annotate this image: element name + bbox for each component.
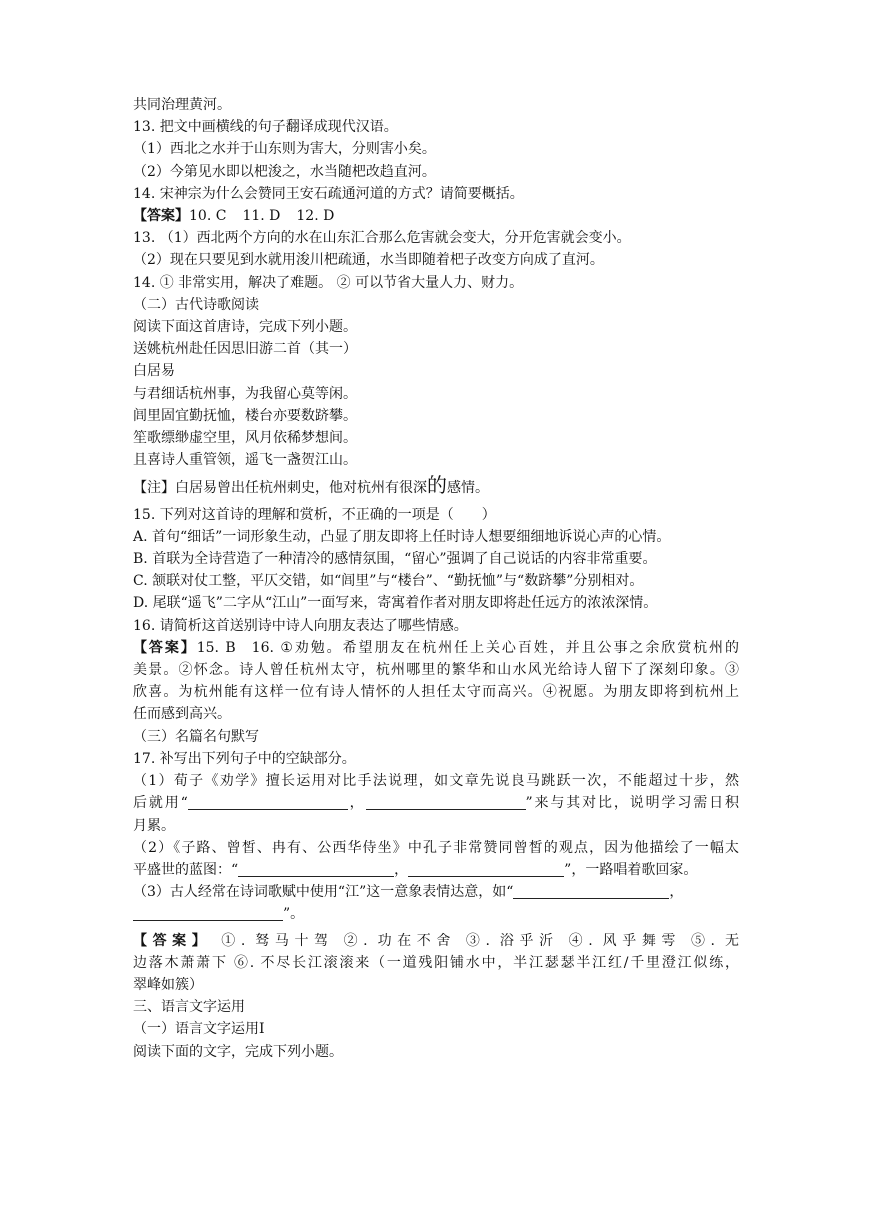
question-17-1-blanks: 后就用“ ， ”来与其对比，说明学习需日积	[133, 795, 739, 812]
section-heading-recitation: （三）名篇名句默写	[133, 728, 259, 745]
question-17-3-end: ”。	[133, 903, 739, 925]
answer-16-text: 美景。②怀念。诗人曾任杭州太守，杭州哪里的繁华和山水风光给诗人留下了深刻印象。③	[133, 662, 739, 679]
poem-note: 【注】白居易曾出任杭州刺史，他对杭州有很深的感情。	[133, 473, 489, 498]
answer-17: 【答案】 ①. 驽马十驾 ②. 功在不舍 ③. 浴乎沂 ④. 风乎舞雩 ⑤. 无	[133, 932, 739, 949]
question-17-3: （3）古人经常在诗词歌赋中使用“江”这一意象表情达意，如“ ，	[133, 884, 684, 901]
question-13-2: （2）今第见水即以杷浚之，水当随杷改趋直河。	[133, 163, 436, 180]
question-14: 14. 宋神宗为什么会赞同王安石疏通河道的方式？请简要概括。	[133, 185, 524, 202]
subsection-heading: （一）语言文字运用Ⅰ	[133, 1021, 265, 1038]
poem-title: 送姚杭州赴任因思旧游二首（其一）	[133, 341, 357, 358]
fill-blank	[366, 795, 526, 810]
section-heading-language: 三、语言文字运用	[133, 999, 245, 1016]
fill-blank	[133, 906, 283, 921]
answer-13-2: （2）现在只要见到水就用浚川杷疏通，水当即随着杷子改变方向成了直河。	[133, 252, 604, 269]
question-17: 17. 补写出下列句子中的空缺部分。	[133, 750, 356, 767]
answer-13-1: 13. （1）西北两个方向的水在山东汇合那么危害就会变大，分开危害就会变小。	[133, 230, 631, 247]
fill-blank	[238, 862, 394, 877]
answer-16-text: 欣喜。为杭州能有这样一位有诗人情怀的人担任太守而高兴。④祝愿。为朋友即将到杭州上	[133, 684, 739, 701]
answer-10: 10. C	[189, 208, 227, 225]
instruction-text: 阅读下面这首唐诗，完成下列小题。	[133, 319, 357, 336]
answer-line: 【答案】15. B 16. ①劝勉。希望朋友在杭州任上关心百姓，并且公事之余欣赏杭州的	[133, 639, 739, 656]
text-line: 共同治理黄河。	[133, 97, 231, 113]
instruction-text: 阅读下面的文字，完成下列小题。	[133, 1043, 343, 1060]
poem-line: 且喜诗人重管领，遥飞一盏贺江山。	[133, 452, 357, 469]
option-b: B. 首联为全诗营造了一种清冷的感情氛围，“留心”强调了自己说话的内容非常重要。	[133, 551, 657, 568]
answer-11: 11. D	[242, 208, 281, 225]
question-13: 13. 把文中画横线的句子翻译成现代汉语。	[133, 119, 398, 136]
option-a: A. 首句“细话”一词形象生动，凸显了朋友即将上任时诗人想要细细地诉说心声的心情。	[133, 528, 671, 545]
document-page	[133, 94, 739, 1063]
poem-author: 白居易	[133, 363, 175, 380]
question-17-1-end: 月累。	[133, 817, 175, 834]
question-17-1: （1）荀子《劝学》擅长运用对比手法说理，如文章先说良马跳跃一次，不能超过十步，然	[133, 773, 739, 790]
answer-16-text: 任而感到高兴。	[133, 706, 231, 723]
fill-blank	[408, 862, 564, 877]
section-heading-poetry: （二）古代诗歌阅读	[133, 296, 259, 313]
question-17-2: （2）《子路、曾皙、冉有、公西华侍坐》中孔子非常赞同曾皙的观点，因为他描绘了一幅太	[133, 839, 739, 856]
question-16: 16. 请简析这首送别诗中诗人向朋友表达了哪些情感。	[133, 617, 468, 634]
poem-line: 与君细话杭州事，为我留心莫等闲。	[133, 385, 357, 402]
answer-14: 14. ① 非常实用，解决了难题。 ② 可以节省大量人力、财力。	[133, 274, 524, 291]
answer-label: 【答案】	[133, 208, 189, 225]
answer-line	[133, 205, 739, 227]
answer-12: 12. D	[296, 208, 335, 225]
answer-17-cont: 边落木萧萧下 ⑥. 不尽长江滚滚来（一道残阳铺水中，半江瑟瑟半江红/千里澄江似练，	[133, 954, 740, 971]
answer-17-cont: 翠峰如簇）	[133, 976, 203, 993]
question-15: 15. 下列对这首诗的理解和赏析，不正确的一项是（ ）	[133, 506, 496, 523]
poem-line: 笙歌缥缈虚空里，风月依稀梦想间。	[133, 430, 357, 447]
fill-blank	[513, 884, 669, 899]
question-17-2-blanks: 平盛世的蓝图：“ ， ”，一路唱着歌回家。	[133, 861, 698, 878]
option-c: C. 颔联对仗工整，平仄交错，如“闾里”与“楼台”、“勤抚恤”与“数跻攀”分别相对。	[133, 573, 644, 590]
option-d: D. 尾联“遥飞”二字从“江山”一面写来，寄寓着作者对朋友即将赴任远方的浓浓深情。	[133, 595, 658, 612]
question-13-1: （1）西北之水并于山东则为害大，分则害小矣。	[133, 141, 436, 158]
poem-line: 闾里固宜勤抚恤，楼台亦要数跻攀。	[133, 407, 357, 424]
fill-blank	[188, 795, 348, 810]
